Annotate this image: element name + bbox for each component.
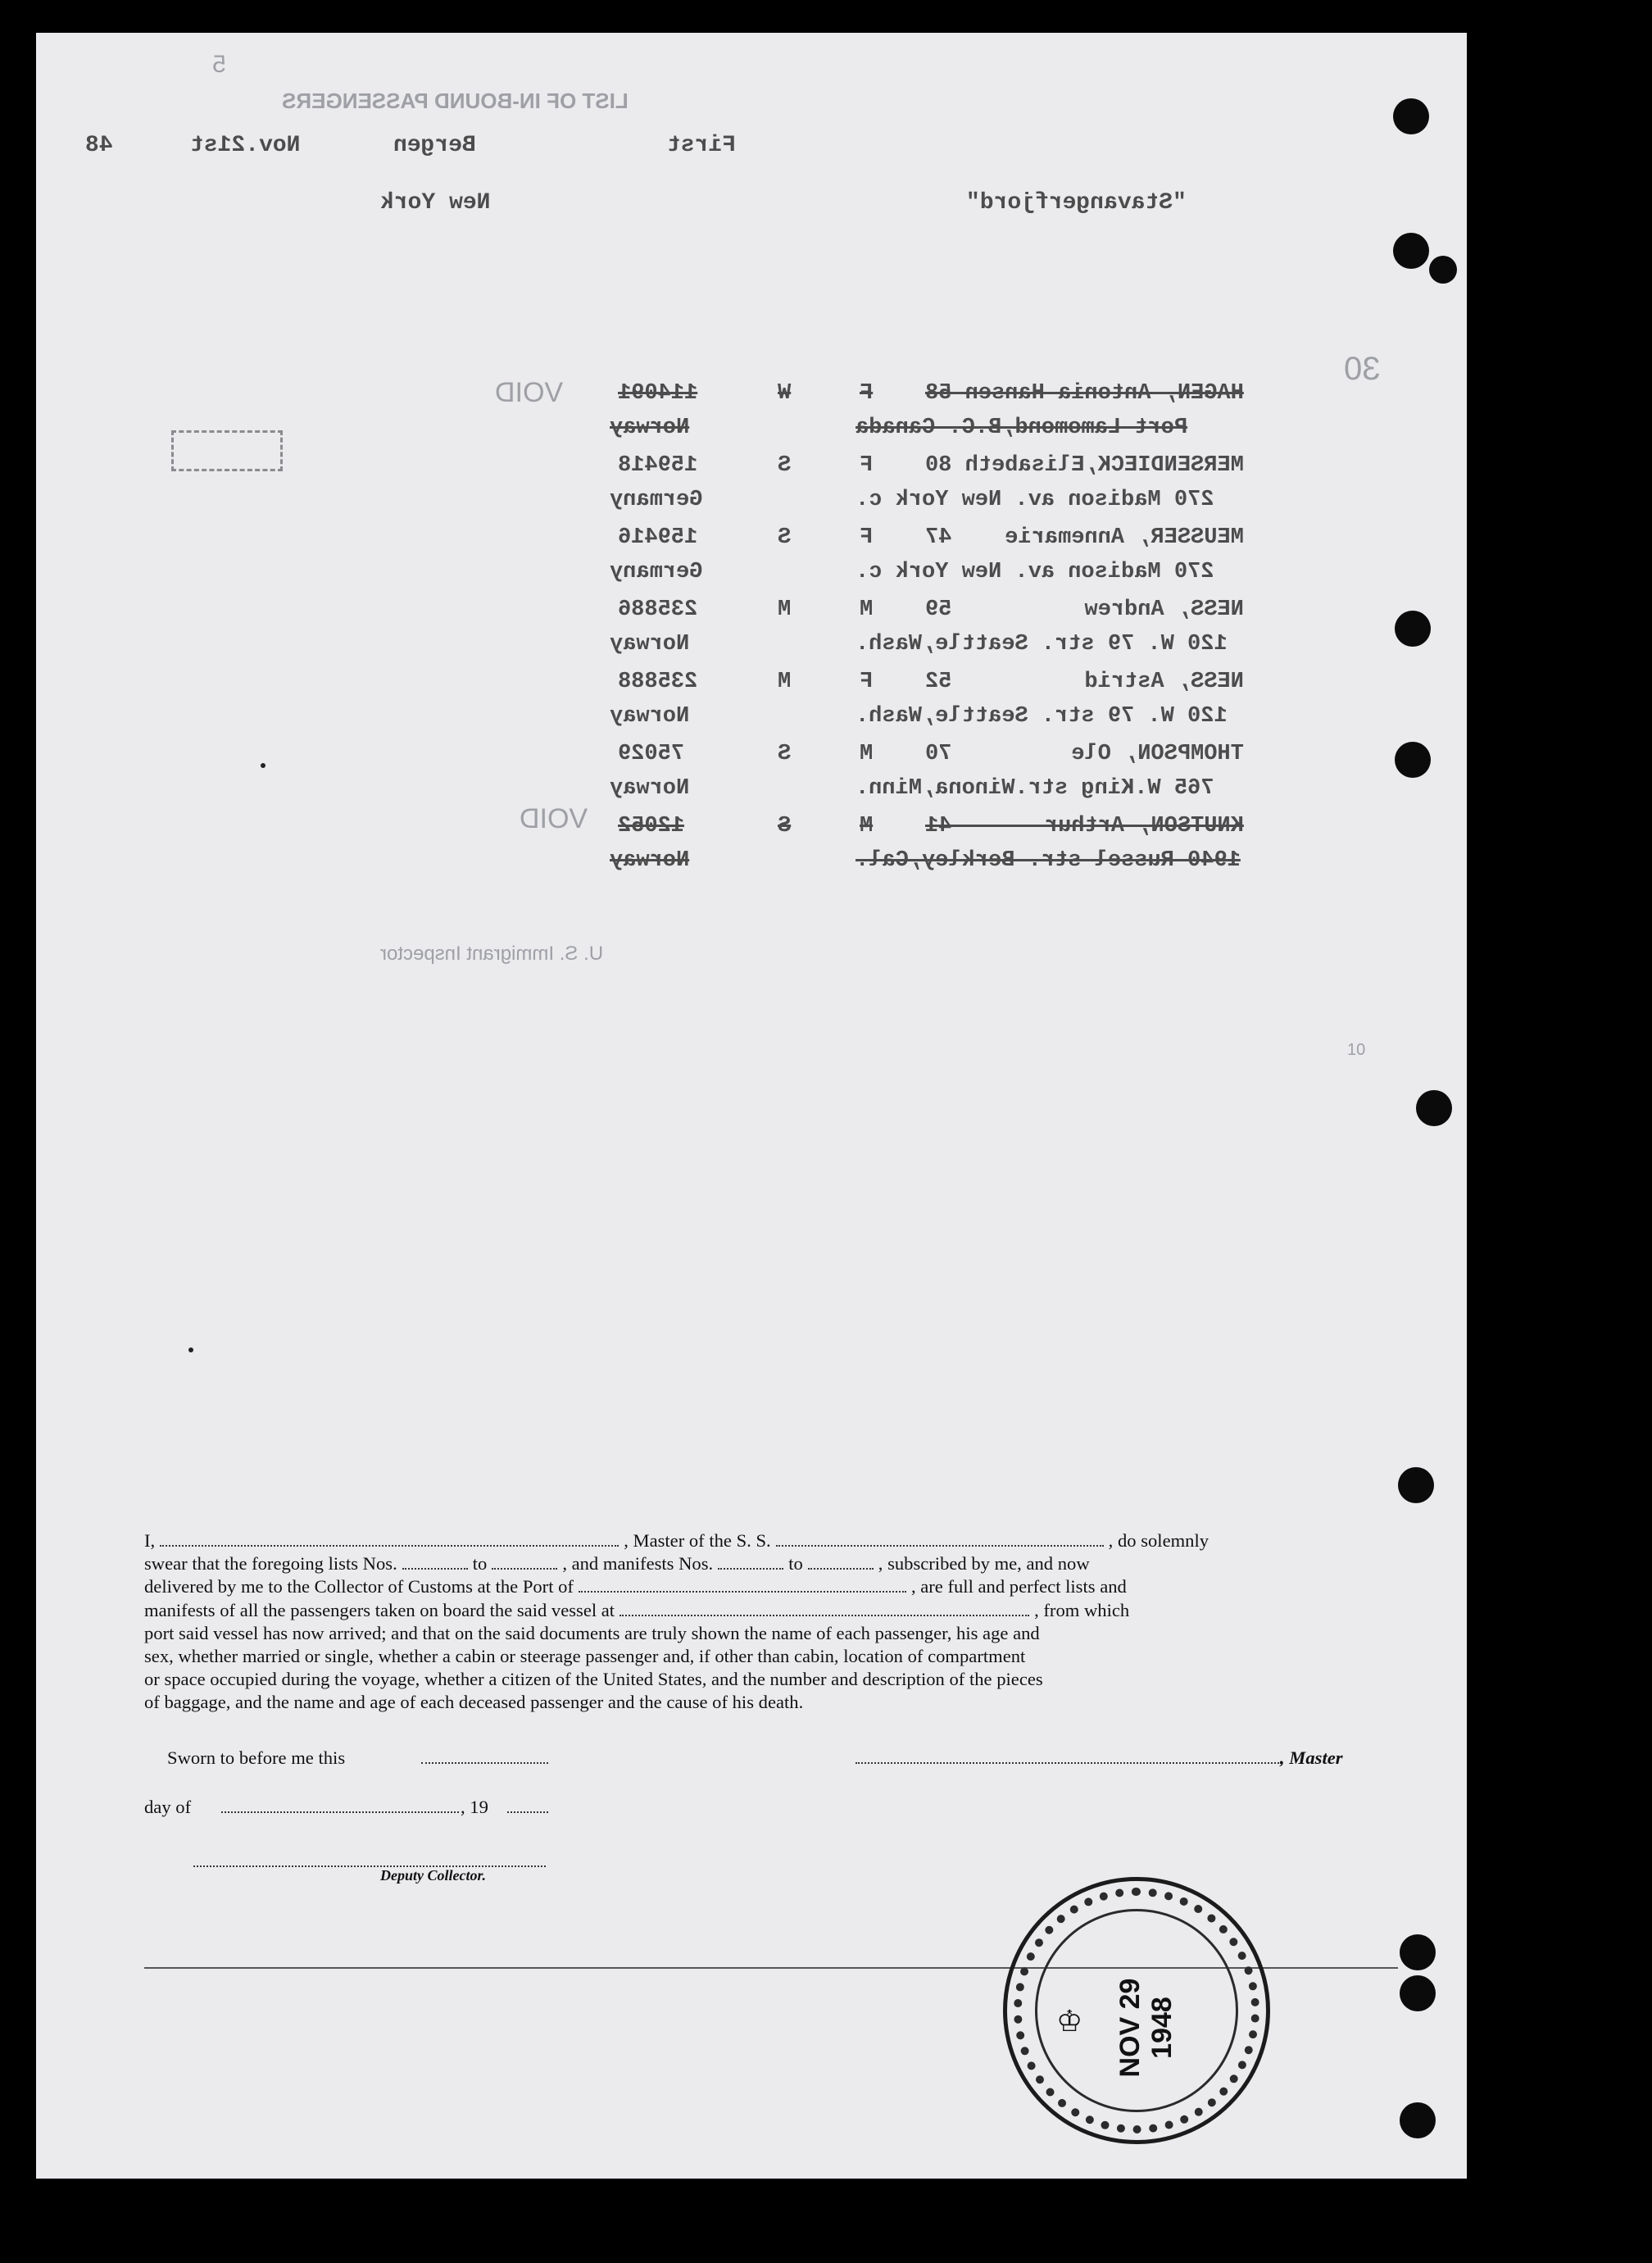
ink-speck	[188, 1347, 193, 1352]
passenger-id: 75029	[618, 742, 685, 766]
vessel-field[interactable]	[776, 1534, 1104, 1547]
small-stamp	[171, 430, 283, 471]
punch-hole	[1398, 1467, 1434, 1503]
passenger-address: 120 W. 79 str. Seattle,Wash.	[856, 704, 1228, 729]
punch-hole	[1395, 611, 1431, 647]
passenger-name: MEUSSER, Annemarie 47	[925, 525, 1244, 550]
oath-line1-b: , Master of the S. S.	[624, 1530, 771, 1551]
oath-line2-a: swear that the foregoing lists Nos.	[144, 1553, 397, 1575]
passenger-status: W	[778, 381, 792, 406]
travel-class: First	[667, 133, 737, 158]
oath-line7: or space occupied during the voyage, whether a citizen of the United States, and the number and description of the pieces	[144, 1669, 1043, 1690]
passenger-status: S	[778, 814, 792, 838]
form-title: LIST OF IN-BOUND PASSENGERS	[282, 89, 629, 113]
passenger-status: M	[778, 598, 792, 622]
passenger-address: 765 W.King str.Winona,Minn.	[856, 776, 1214, 801]
lists-from-field[interactable]	[402, 1556, 468, 1570]
master-label: , Master	[1280, 1747, 1343, 1768]
punch-hole	[1393, 233, 1429, 269]
passenger-sex: M	[860, 742, 874, 766]
embark-port-field[interactable]	[620, 1603, 1029, 1616]
customs-stamp	[1003, 1877, 1270, 2144]
passenger-name: NESS, Astrid 52	[925, 670, 1244, 694]
passenger-country: Norway	[610, 416, 690, 440]
passenger-sex: M	[860, 598, 874, 622]
oath-line2-e: , subscribed by me, and now	[878, 1553, 1090, 1575]
passenger-name: KNUTSON, Arthur 41	[925, 814, 1244, 838]
oath-line8: of baggage, and the name and age of each deceased passenger and the cause of his death.	[144, 1692, 804, 1713]
passenger-sex: F	[860, 670, 874, 694]
void-mark-2: VOID	[520, 803, 588, 834]
passenger-country: Norway	[610, 632, 690, 657]
master-name-field[interactable]	[160, 1534, 619, 1547]
punch-hole	[1400, 1975, 1436, 2011]
manifests-to-field[interactable]	[808, 1556, 874, 1570]
passenger-sex: F	[860, 381, 874, 406]
sheet-ref: 10	[1347, 1041, 1366, 1059]
oath-line4-b: , from which	[1034, 1599, 1130, 1620]
passenger-name: NESS, Andrew 59	[925, 598, 1244, 622]
lists-to-field[interactable]	[492, 1556, 557, 1570]
punch-hole	[1429, 256, 1457, 284]
punch-hole	[1393, 98, 1429, 134]
passenger-address: 1940 Russel str. Berkley,Cal.	[856, 848, 1241, 873]
passenger-name: THOMPSON, Ole 70	[925, 742, 1244, 766]
stamp-date: NOV 29 1948	[1114, 1978, 1178, 2078]
passenger-address: 270 Madison av. New York c.	[856, 560, 1214, 584]
passenger-id: 114091	[618, 381, 698, 406]
oath-line4-a: manifests of all the passengers taken on board the said vessel at	[144, 1599, 615, 1620]
oath-line1-a: I,	[144, 1530, 156, 1551]
departure-port: Bergen	[393, 133, 476, 158]
manifests-from-field[interactable]	[718, 1556, 783, 1570]
year-field[interactable]	[507, 1800, 548, 1813]
oath-line2-c: , and manifests Nos.	[562, 1553, 714, 1575]
oath-line1-c: , do solemnly	[1108, 1530, 1210, 1551]
oath-text	[144, 1529, 1403, 1715]
punch-hole	[1395, 742, 1431, 778]
passenger-address: 120 W. 79 str. Seattle,Wash.	[856, 632, 1228, 657]
master-signature-field[interactable]	[856, 1751, 1282, 1764]
form-number: 5	[212, 51, 226, 78]
passenger-id: 235886	[618, 598, 698, 622]
passenger-sex: F	[860, 525, 874, 550]
vessel-name: "Stavangerfjord"	[966, 190, 1187, 216]
passenger-address: 270 Madison av. New York c.	[856, 488, 1214, 512]
passenger-status: S	[778, 525, 792, 550]
passenger-status: S	[778, 742, 792, 766]
oath-line6: sex, whether married or single, whether a cabin or steerage passenger and, if other than cabin, location of compartment	[144, 1646, 1026, 1667]
arrival-port: New York	[380, 190, 491, 216]
day-field[interactable]	[221, 1800, 459, 1813]
passenger-name: HAGEN, Antonia Hansen 58	[925, 381, 1244, 406]
passenger-sex: M	[860, 814, 874, 838]
oath-line3-a: delivered by me to the Collector of Customs at the Port of	[144, 1576, 574, 1597]
void-mark-1: VOID	[495, 377, 564, 408]
day-of-label: day of	[144, 1797, 192, 1817]
punch-hole	[1416, 1090, 1452, 1126]
passenger-country: Germany	[610, 560, 703, 584]
oath-line2-b: to	[472, 1553, 488, 1575]
deputy-label: Deputy Collector.	[380, 1867, 486, 1884]
port-field[interactable]	[579, 1579, 906, 1593]
page-number: 48	[85, 133, 113, 158]
deputy-signature-field[interactable]	[193, 1854, 546, 1867]
passenger-country: Germany	[610, 488, 703, 512]
passenger-id: 235888	[618, 670, 698, 694]
crown-icon: ♔	[1056, 2005, 1083, 2038]
passenger-sex: F	[860, 453, 874, 478]
year-label: , 19	[461, 1797, 488, 1817]
ink-speck	[261, 763, 266, 768]
passenger-status: S	[778, 453, 792, 478]
sworn-date-field[interactable]	[421, 1751, 548, 1764]
manifest-sheet	[36, 33, 1467, 2179]
passenger-name: MERSENDIECK,Elisabeth 80	[925, 453, 1244, 478]
oath-line2-d: to	[788, 1553, 803, 1575]
passenger-id: 12052	[618, 814, 685, 838]
page-ref: 30	[1344, 351, 1381, 387]
passenger-id: 159418	[618, 453, 698, 478]
passenger-id: 159416	[618, 525, 698, 550]
oath-line3-b: , are full and perfect lists and	[910, 1576, 1127, 1597]
passenger-status: M	[778, 670, 792, 694]
departure-date: Nov.21st	[190, 133, 301, 158]
passenger-country: Norway	[610, 776, 690, 801]
passenger-country: Norway	[610, 848, 690, 873]
punch-hole	[1400, 2102, 1436, 2138]
passenger-country: Norway	[610, 704, 690, 729]
inspector-line: U. S. Immigrant Inspector	[380, 943, 604, 965]
passenger-address: Port Lamomond,B.C. Canada	[856, 416, 1188, 440]
sworn-label: Sworn to before me this	[167, 1747, 346, 1768]
punch-hole	[1400, 1934, 1436, 1970]
oath-line5: port said vessel has now arrived; and that on the said documents are truly shown the name of each passenger, his age and	[144, 1622, 1040, 1643]
